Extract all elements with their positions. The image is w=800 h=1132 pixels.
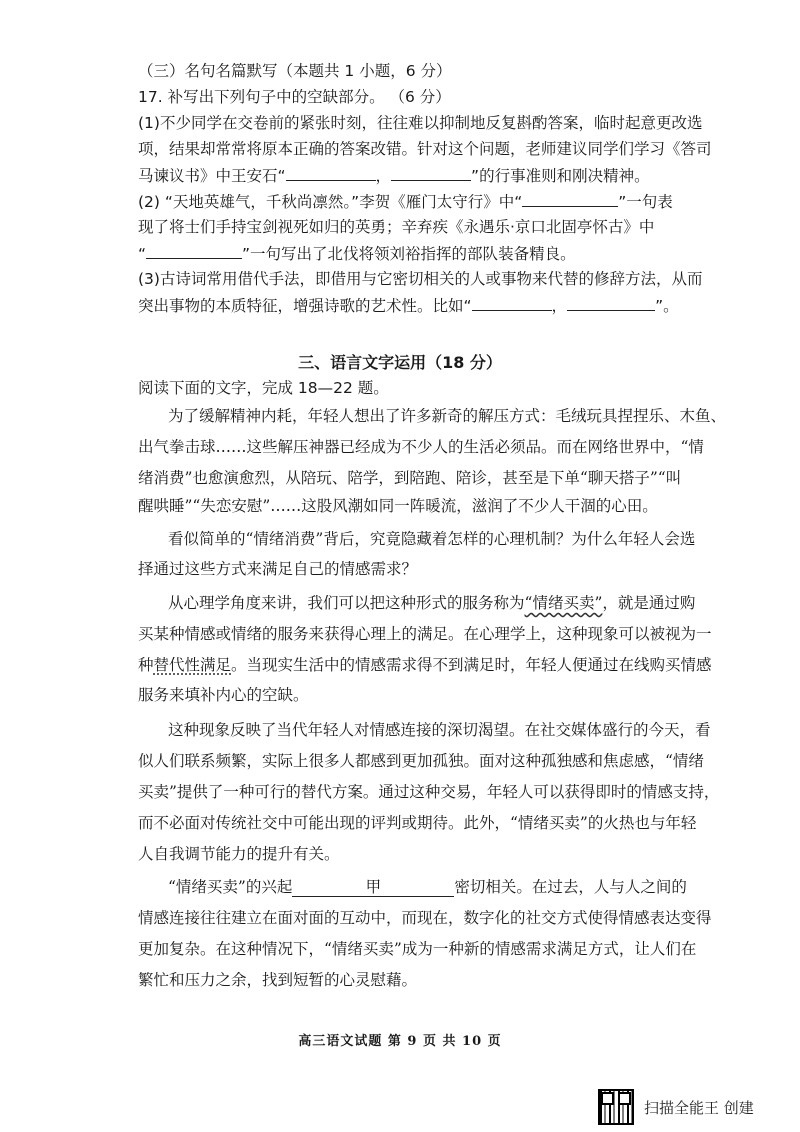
section-heading xyxy=(138,60,452,82)
question-17-title xyxy=(138,86,451,108)
passage-p1-line1 xyxy=(168,405,726,427)
part3-title: 三、语言文字运用（18 分） xyxy=(298,353,502,372)
part3-instruction xyxy=(138,377,389,399)
passage-text: 买某种情感或情绪的服务来获得心理上的满足。在心理学上，这种现象可以被视为一 xyxy=(138,625,712,643)
passage-text: 更加复杂。在这种情况下，“情绪买卖”成为一种新的情感需求满足方式，让人们在 xyxy=(138,940,697,958)
passage-text: 似人们联系频繁，实际上很多人都感到更加孤独。面对这种孤独感和焦虑感，“情绪 xyxy=(138,752,704,770)
passage-text: 绪消费”也愈演愈烈，从陪玩、陪学，到陪跑、陪诊，甚至是下单“聊天搭子”“叫 xyxy=(138,469,682,487)
q17-part2-line3 xyxy=(138,242,576,265)
q17-part1-line2 xyxy=(138,138,712,160)
q17-part3-line1-text: (3)古诗词常用借代手法，即借用与它密切相关的人或事物来代替的修辞方法，从而 xyxy=(138,270,703,288)
passage-p2-line1 xyxy=(168,528,695,550)
answer-blank-1[interactable] xyxy=(286,164,376,181)
passage-text: 繁忙和压力之余，找到短暂的心灵慰藉。 xyxy=(138,971,418,989)
passage-p5-line3 xyxy=(138,938,696,960)
passage-p4-line2 xyxy=(138,750,704,772)
qr-code-icon xyxy=(598,1089,634,1125)
scanner-watermark xyxy=(598,1089,754,1125)
q17-part3-line2 xyxy=(138,294,679,317)
passage-p5-line1 xyxy=(168,876,687,898)
passage-text: 情感连接往往建立在面对面的互动中，而现在，数字化的社交方式使得情感表达变得 xyxy=(138,909,712,927)
q17-part1-line2-text: 项，结果却常常将原本正确的答案改错。针对这个问题，老师建议同学们学习《答司 xyxy=(138,140,712,158)
dotted-underlined-term: 替代性满足 xyxy=(153,656,232,674)
q17-part3-line2-text-c: ”。 xyxy=(655,297,679,315)
passage-p3-line4 xyxy=(138,684,309,706)
passage-p3-line1 xyxy=(168,592,695,614)
wavy-underlined-term: “情绪买卖” xyxy=(524,594,603,612)
answer-blank-4[interactable] xyxy=(146,242,242,259)
passage-p3-line3 xyxy=(138,654,712,676)
q17-part1-line3 xyxy=(138,164,650,187)
watermark-text: 扫描全能王 创建 xyxy=(644,1098,754,1117)
passage-text: 而不必面对传统社交中可能出现的评判或期待。此外，“情绪买卖”的火热也与年轻 xyxy=(138,814,697,832)
blank-jia[interactable] xyxy=(292,878,454,897)
passage-p1-line4 xyxy=(138,495,658,517)
q17-part2-line3-text-b: ”一句写出了北伐将领刘裕指挥的部队装备精良。 xyxy=(242,245,576,263)
passage-p1-line2 xyxy=(138,436,704,458)
passage-text: 从心理学角度来讲，我们可以把这种形式的服务称为 xyxy=(168,594,525,612)
passage-text: 看似简单的“情绪消费”背后，究竟隐藏着怎样的心理机制？为什么年轻人会选 xyxy=(168,530,696,548)
passage-text: ，就是通过购 xyxy=(602,594,696,612)
blank-jia-label: 甲 xyxy=(365,878,382,896)
part3-instruction-text: 阅读下面的文字，完成 18—22 题。 xyxy=(138,379,389,397)
section-heading-text: （三）名句名篇默写（本题共 1 小题，6 分） xyxy=(138,62,452,80)
q17-part2-line1-text-a: (2) “天地英雄气，千秋尚凛然。”李贺《雁门太守行》中“ xyxy=(138,193,523,211)
passage-text: 择通过这些方式来满足自己的情感需求？ xyxy=(138,560,418,578)
passage-text: 为了缓解精神内耗，年轻人想出了许多新奇的解压方式：毛绒玩具捏捏乐、木鱼、 xyxy=(168,407,727,425)
passage-p1-line3 xyxy=(138,467,681,489)
answer-blank-2[interactable] xyxy=(391,164,471,181)
passage-text: 人自我调节能力的提升有关。 xyxy=(138,845,340,863)
passage-text: 出气拳击球……这些解压神器已经成为不少人的生活必须品。而在网络世界中，“情 xyxy=(138,438,704,456)
q17-part1-line3-text-c: ”的行事准则和刚决精神。 xyxy=(471,167,650,185)
passage-text: “情绪买卖”的兴起 xyxy=(168,878,293,896)
q17-part1-line1-text: (1)不少同学在交卷前的紧张时刻，往往难以抑制地反复斟酌答案，临时起意更改选 xyxy=(138,114,703,132)
answer-blank-6[interactable] xyxy=(567,294,655,311)
passage-text: 。当现实生活中的情感需求得不到满足时，年轻人便通过在线购买情感 xyxy=(231,656,712,674)
q17-part2-line1-text-b: ”一句表 xyxy=(618,193,673,211)
question-17-title-text: 17. 补写出下列句子中的空缺部分。 （6 分） xyxy=(138,88,451,106)
q17-part1-line3-text-b: ， xyxy=(375,167,392,185)
page-footer: 高三语文试题 第 9 页 共 10 页 xyxy=(298,1034,502,1049)
passage-text: 买卖”提供了一种可行的替代方案。通过这种交易，年轻人可以获得即时的情感支持， xyxy=(138,783,720,801)
passage-p4-line4 xyxy=(138,812,696,834)
q17-part2-line1 xyxy=(138,190,673,213)
passage-text: 这种现象反映了当代年轻人对情感连接的深切渴望。在社交媒体盛行的今天，看 xyxy=(168,721,711,739)
passage-p4-line3 xyxy=(138,781,719,803)
q17-part1-line1 xyxy=(138,112,702,134)
q17-part2-line3-text-a: “ xyxy=(138,245,147,263)
passage-p2-line2 xyxy=(138,558,417,580)
answer-blank-5[interactable] xyxy=(472,294,552,311)
passage-p5-line4 xyxy=(138,969,417,991)
passage-text: 密切相关。在过去，人与人之间的 xyxy=(454,878,687,896)
passage-text: 种 xyxy=(138,656,154,674)
passage-p3-line2 xyxy=(138,623,712,645)
q17-part3-line2-text-b: ， xyxy=(551,297,568,315)
passage-text: 服务来填补内心的空缺。 xyxy=(138,686,309,704)
q17-part3-line1 xyxy=(138,268,702,290)
passage-p4-line1 xyxy=(168,719,711,741)
q17-part3-line2-text-a: 突出事物的本质特征，增强诗歌的艺术性。比如“ xyxy=(138,297,472,315)
q17-part2-line2 xyxy=(138,216,654,238)
answer-blank-3[interactable] xyxy=(522,190,618,207)
q17-part1-line3-text-a: 马谏议书》中王安石“ xyxy=(138,167,286,185)
passage-p5-line2 xyxy=(138,907,712,929)
passage-text: 醒哄睡”“失恋安慰”……这股风潮如同一阵暖流，滋润了不少人干涸的心田。 xyxy=(138,497,658,515)
passage-p4-line5 xyxy=(138,843,340,865)
q17-part2-line2-text: 现了将士们手持宝剑视死如归的英勇；辛弃疾《永遇乐·京口北固亭怀古》中 xyxy=(138,218,655,236)
